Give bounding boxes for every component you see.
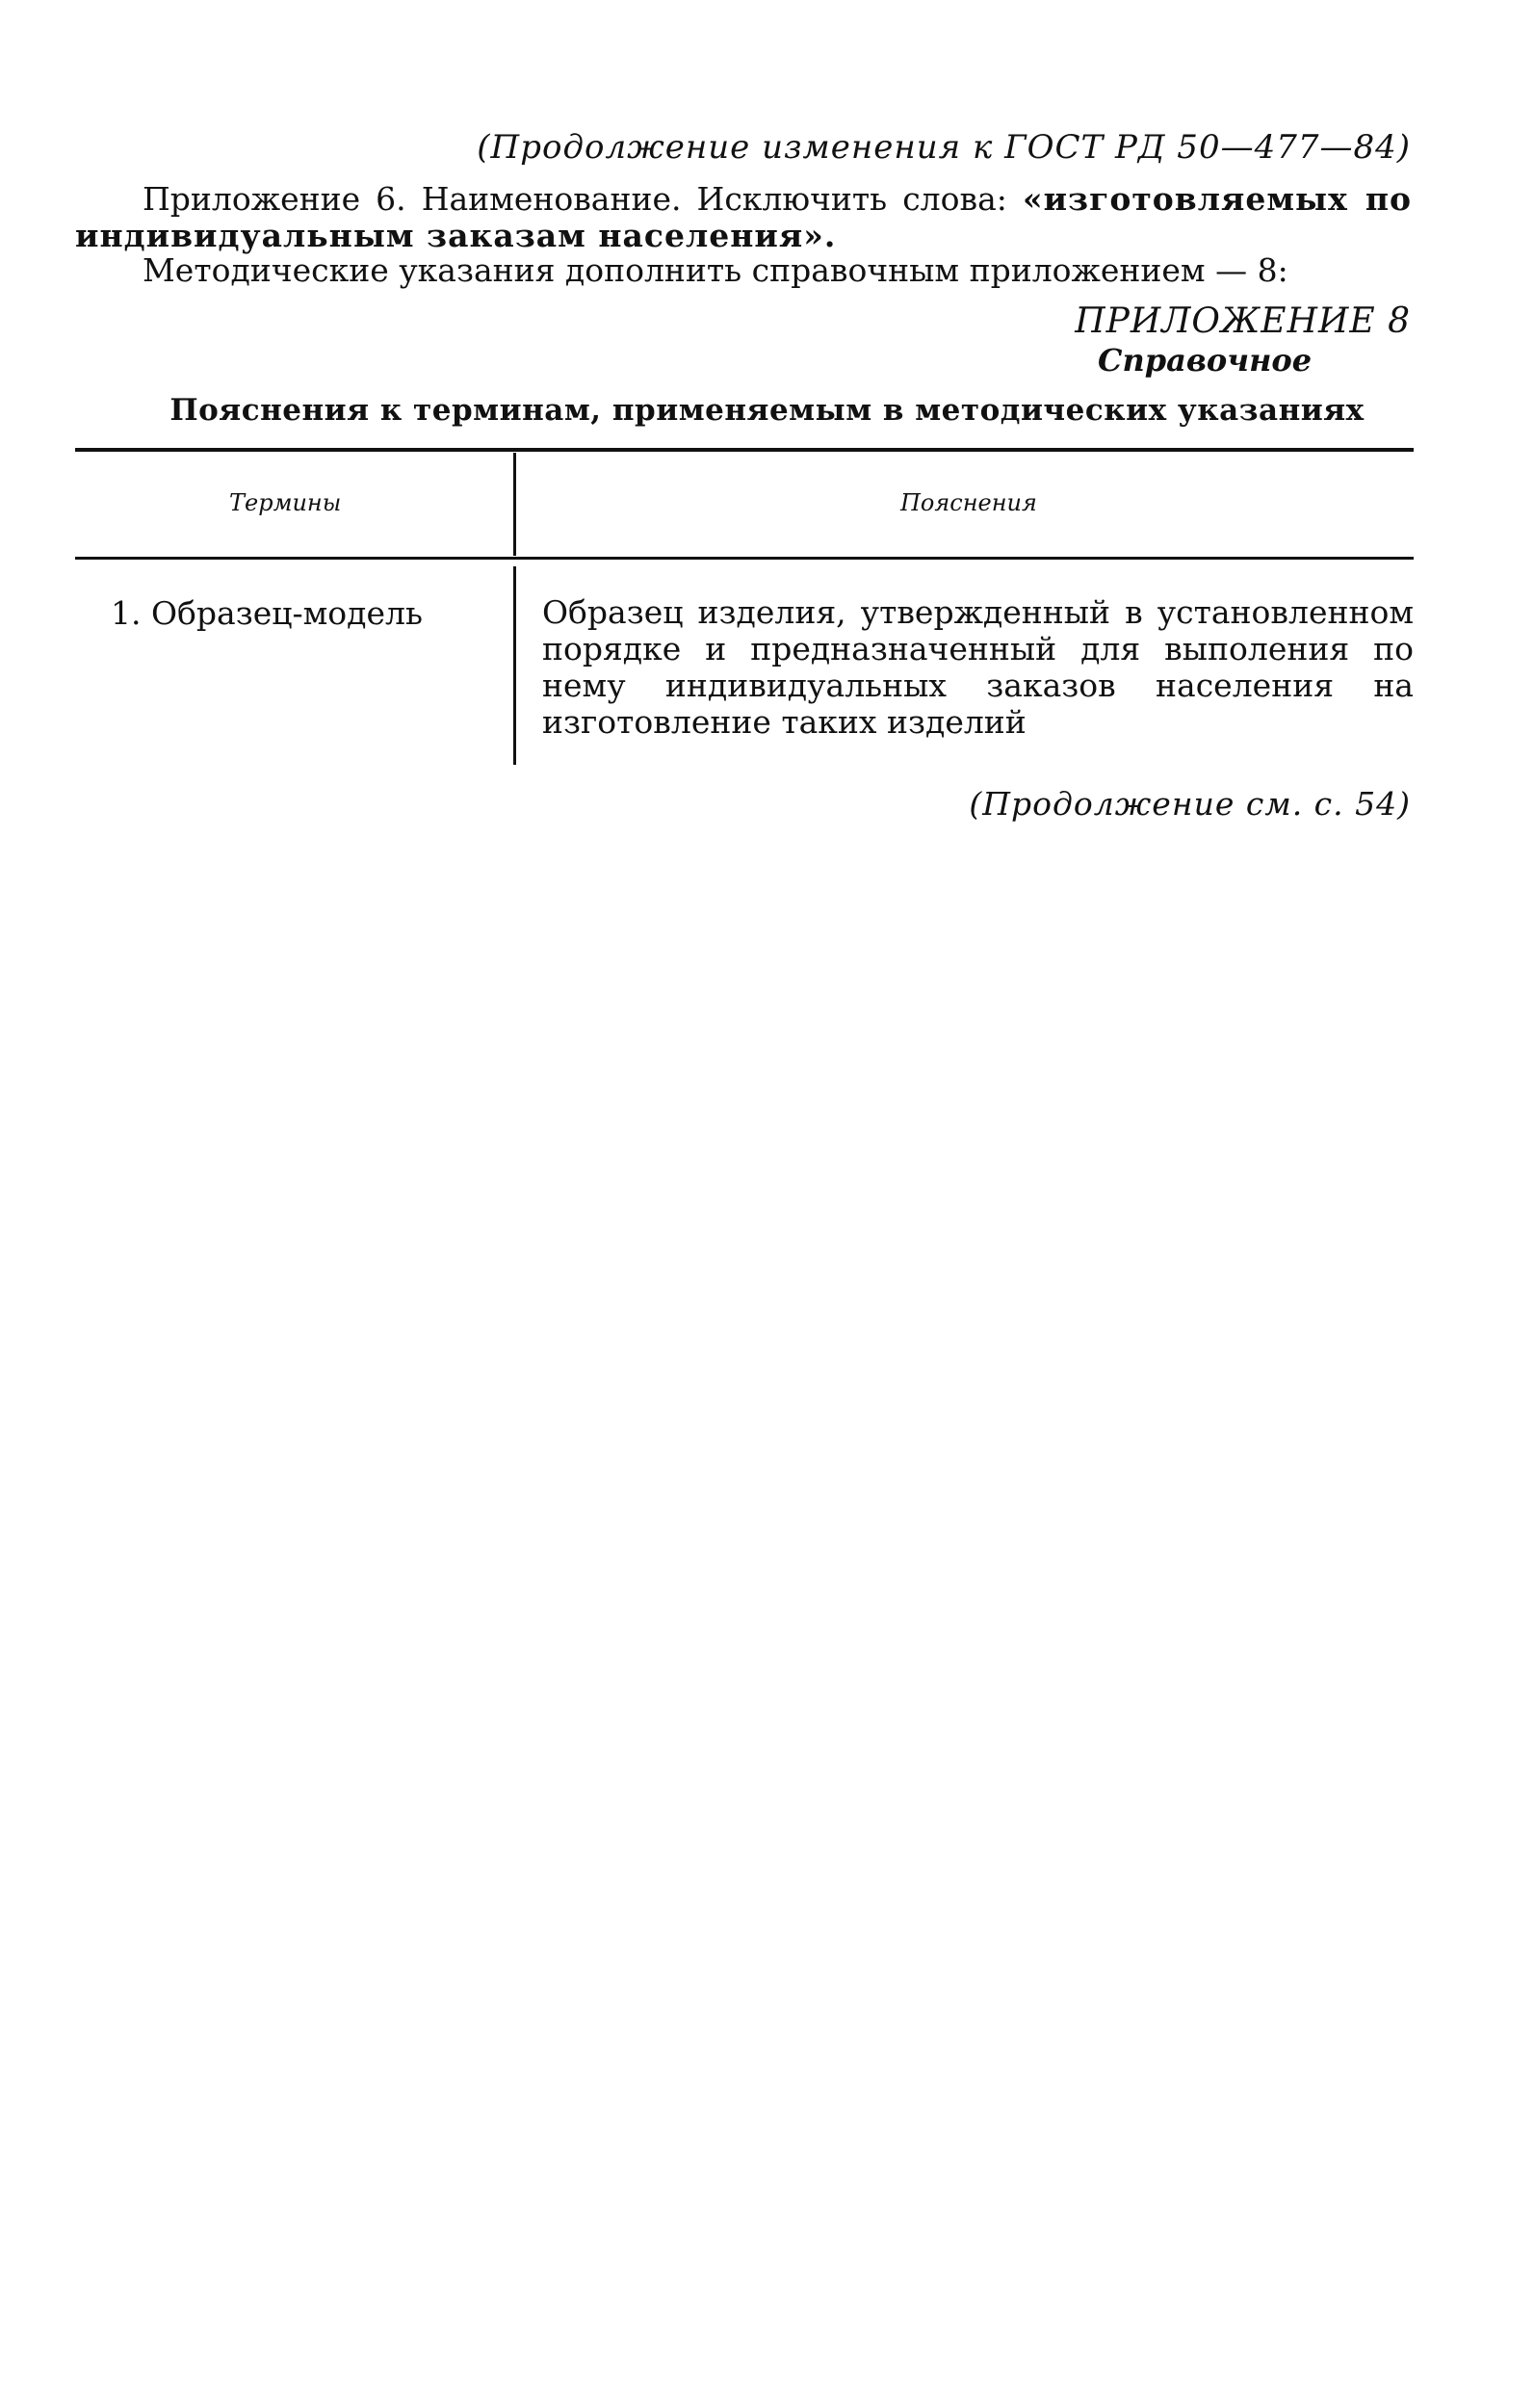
appendix-subtitle: Справочное <box>1098 342 1313 379</box>
table-header-rule <box>75 557 1414 560</box>
table-header-terms: Термины <box>229 489 342 516</box>
quoted-excluded-words: «изготовляемых по индивидуальным заказам населения». <box>75 180 1412 254</box>
running-header: (Продолжение изменения к ГОСТ РД 50—477—84) <box>477 128 1411 167</box>
paragraph-appendix6-change <box>75 181 1412 254</box>
paragraph-add-appendix: Методические указания дополнить справочным приложением — 8: <box>143 251 1288 289</box>
table-header-divider <box>513 453 516 556</box>
continuation-note: (Продолжение см. с. 54) <box>969 785 1411 823</box>
table-cell-term: 1. Образец-модель <box>111 594 423 632</box>
table-body-divider <box>513 566 516 765</box>
paragraph-intro-text: Приложение 6. Наименование. Исключить слова: <box>143 180 1023 218</box>
table-caption: Пояснения к терминам, применяемым в методических указаниях <box>169 393 1365 428</box>
table-cell-explanation: Образец изделия, утвержденный в установленном порядке и предназначенный для выполения по нему индивидуальных заказов населения на изготовление таких изделий <box>542 593 1414 741</box>
appendix-title: ПРИЛОЖЕНИЕ 8 <box>1075 301 1411 341</box>
table-top-rule <box>75 448 1414 452</box>
table-header-explanations: Пояснения <box>900 489 1037 516</box>
